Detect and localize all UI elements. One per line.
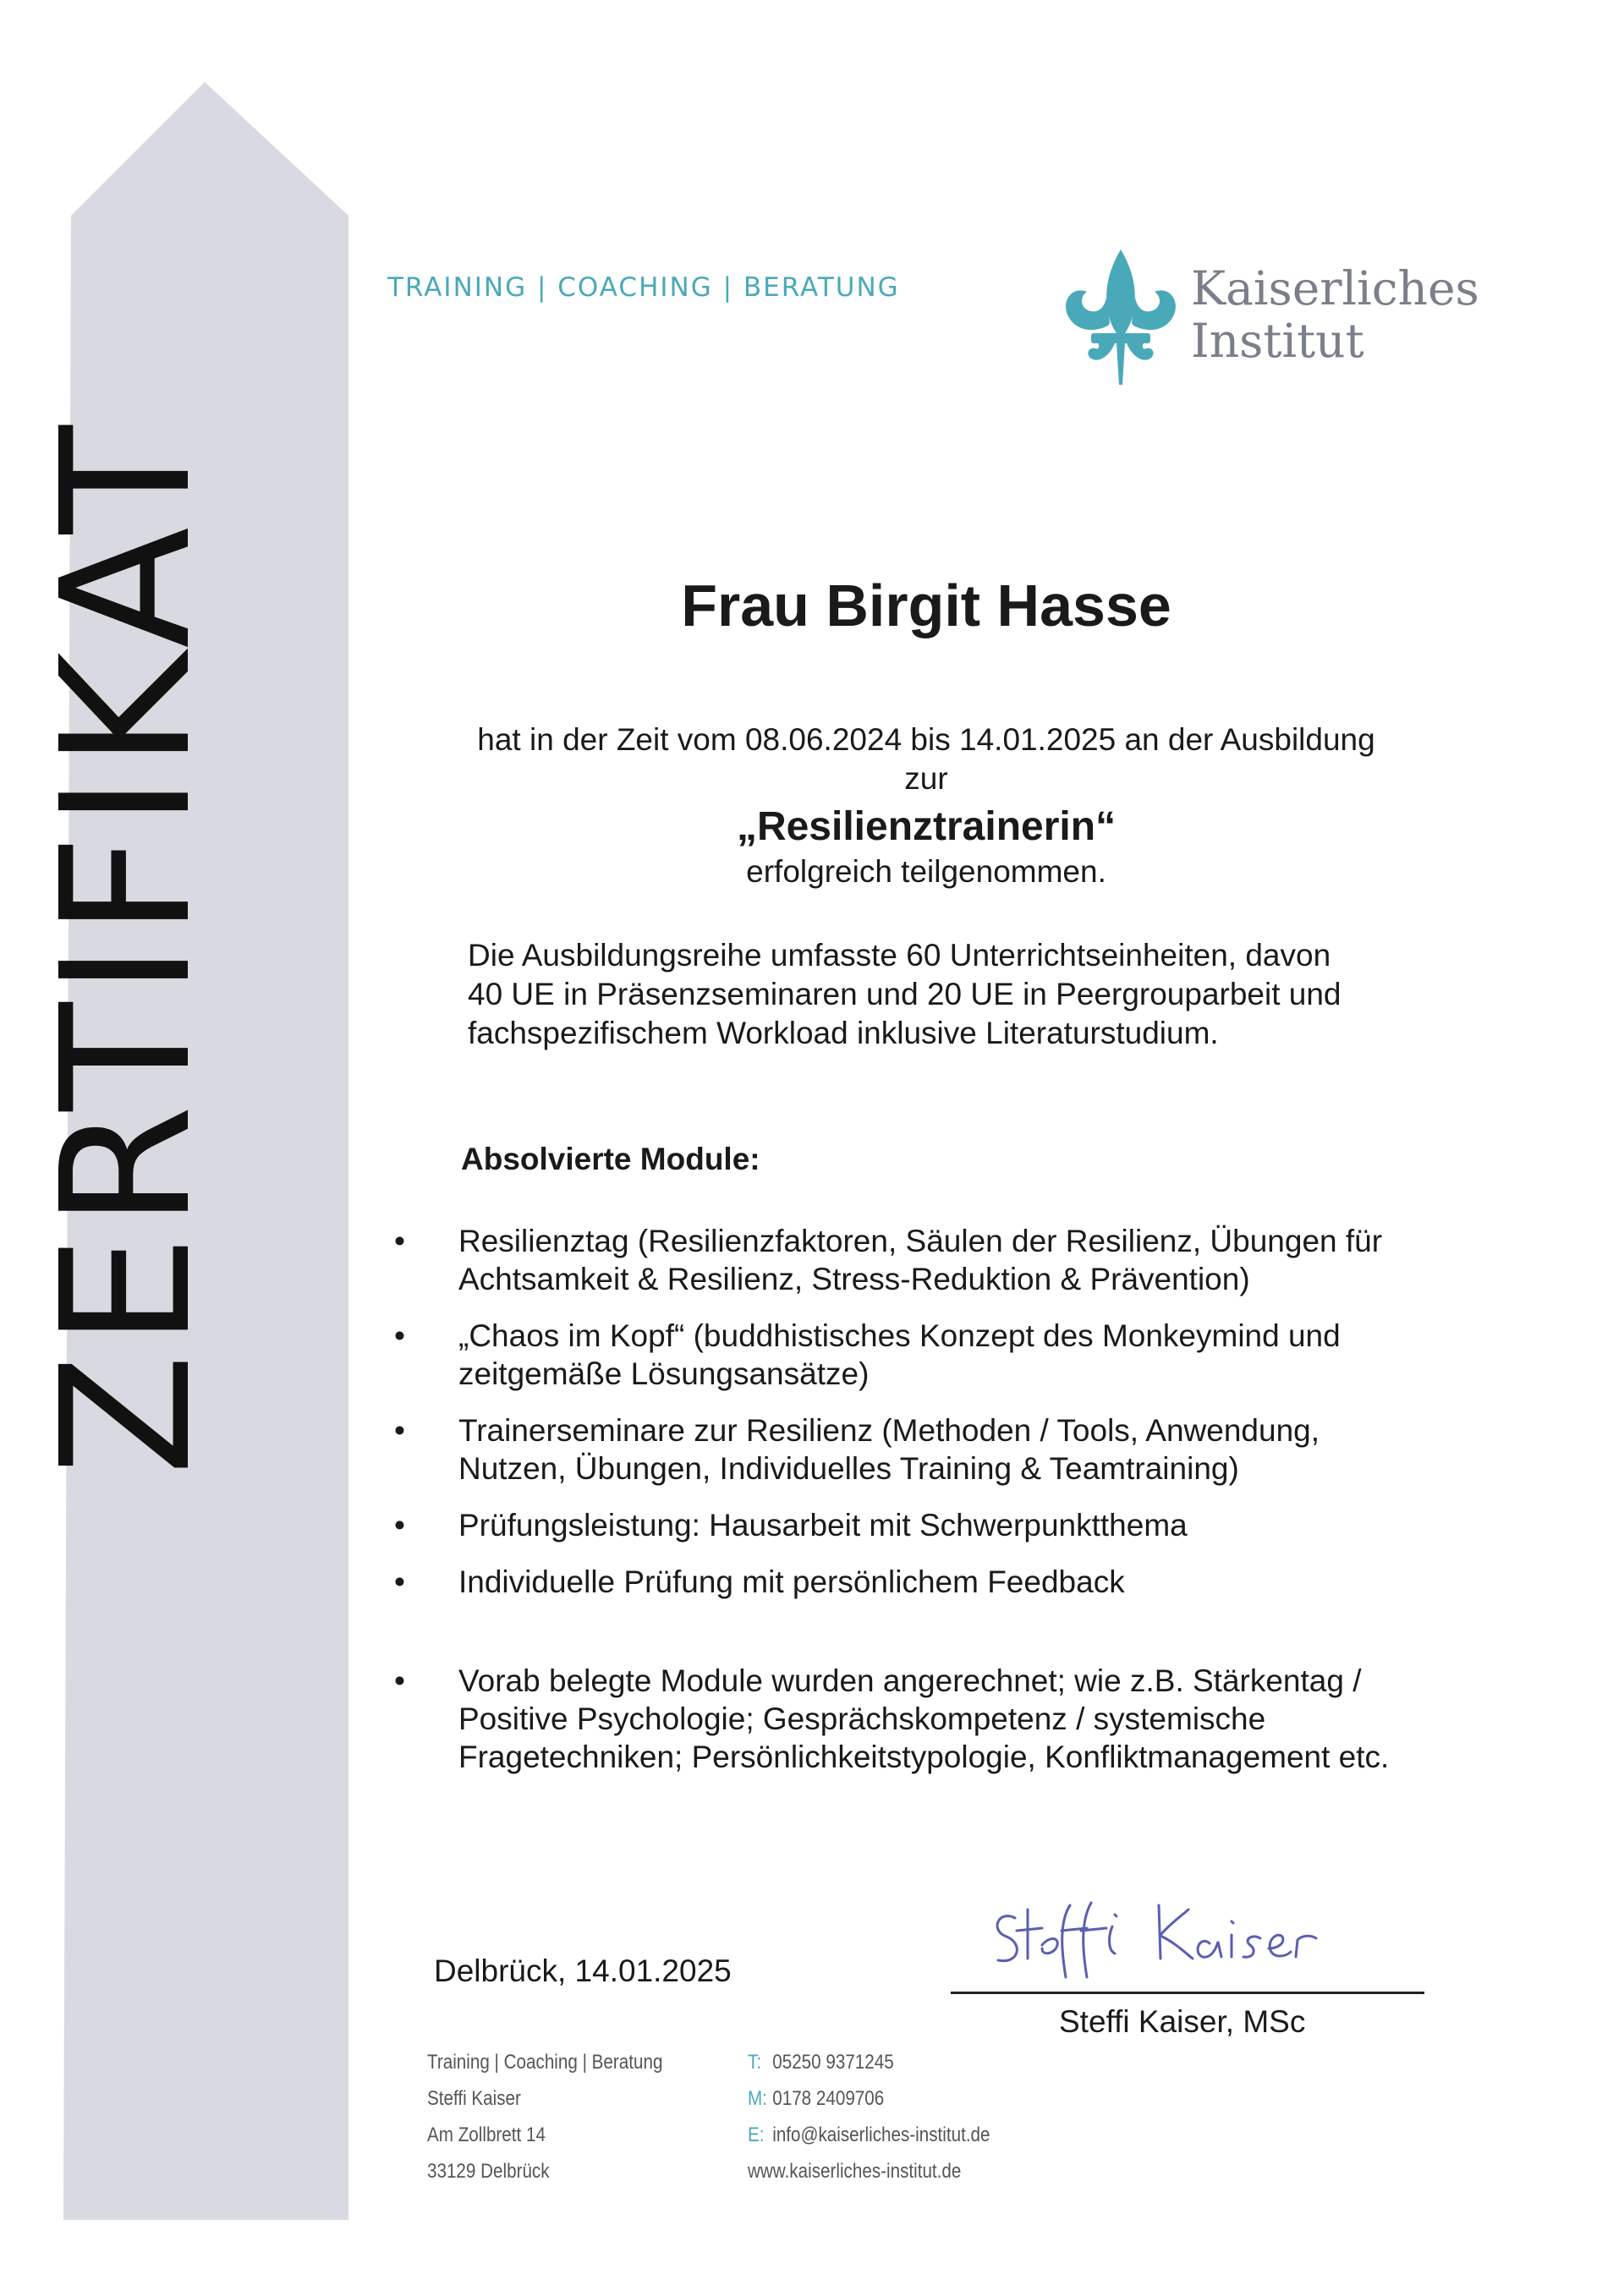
description-line: fachspezifischem Workload inklusive Literaturstudium. [468,1016,1219,1050]
footer-address-line: Training | Coaching | Beratung [427,2051,663,2074]
module-line: Prüfungsleistung: Hausarbeit mit Schwerpunktthema [458,1508,1188,1543]
footer-mobile [748,2080,990,2117]
bullet: • [394,1318,405,1353]
module-item [394,1317,1460,1393]
contact-value[interactable]: 0178 2409706 [772,2087,885,2110]
bullet: • [394,1564,405,1599]
footer-address [427,2044,662,2189]
intro-text [457,721,1396,798]
bullet: • [394,1224,405,1258]
module-line: zeitgemäße Lösungsansätze) [458,1356,870,1391]
footer-email [748,2117,990,2153]
module-line: Positive Psychologie; Gesprächskompetenz / systemische [458,1701,1266,1736]
module-item [394,1662,1460,1776]
banner-word: ZERTIFIKAT [23,419,230,1476]
footer-address-line: Steffi Kaiser [427,2087,521,2110]
contact-key: T: [748,2051,762,2074]
passed-text: erfolgreich teilgenommen. [746,854,1106,889]
module-line: Individuelle Prüfung mit persönlichem Feedback [458,1564,1125,1599]
module-item [394,1222,1460,1298]
logo-line-1: Kaiserliches [1191,261,1479,315]
footer-phone [748,2044,990,2080]
signature-line [951,1992,1424,1994]
institute-logo [1191,262,1479,367]
intro-line-1: hat in der Zeit vom 08.06.2024 bis 14.01.2025 an der Ausbildung [477,722,1375,757]
module-line: Achtsamkeit & Resilienz, Stress-Reduktion & Prävention) [458,1262,1250,1296]
contact-key: E: [748,2123,765,2146]
signer-name: Steffi Kaiser, MSc [1059,2004,1306,2039]
contact-value[interactable]: info@kaiserliches-institut.de [772,2123,990,2146]
modules-heading: Absolvierte Module: [461,1142,760,1176]
module-line: Resilienztag (Resilienzfaktoren, Säulen der Resilienz, Übungen für [458,1224,1383,1258]
course-description [468,936,1440,1053]
module-line: Trainerseminare zur Resilienz (Methoden / Tools, Anwendung, [458,1413,1320,1448]
description-line: Die Ausbildungsreihe umfasste 60 Unterrichtseinheiten, davon [468,938,1331,973]
module-line: Nutzen, Übungen, Individuelles Training & Teamtraining) [458,1451,1239,1486]
modules-list [394,1222,1460,1795]
recipient-name: Frau Birgit Hasse [681,573,1171,638]
bullet: • [394,1413,405,1448]
footer-website[interactable]: www.kaiserliches-institut.de [748,2160,962,2183]
place-date: Delbrück, 14.01.2025 [434,1954,732,1988]
course-title: „Resilienztrainerin“ [736,804,1116,849]
header-tagline: TRAINING | COACHING | BERATUNG [387,272,900,303]
contact-key: M: [748,2087,767,2110]
module-line: Vorab belegte Module wurden angerechnet; wie z.B. Stärkentag / [458,1663,1362,1698]
module-item [394,1411,1460,1488]
bullet: • [394,1508,405,1543]
footer-address-line: 33129 Delbrück [427,2160,550,2183]
contact-value[interactable]: 05250 9371245 [772,2051,894,2074]
module-item [394,1563,1460,1601]
footer-address-line: Am Zollbrett 14 [427,2123,546,2146]
bullet: • [394,1663,405,1698]
logo-line-2: Institut [1191,314,1364,368]
zertifikat-banner [0,0,355,2296]
fleur-de-lis-icon [1057,245,1184,393]
module-item [394,1506,1460,1544]
intro-line-2: zur [904,761,948,796]
module-line: „Chaos im Kopf“ (buddhistisches Konzept des Monkeymind und [458,1318,1341,1353]
description-line: 40 UE in Präsenzseminaren und 20 UE in Peergrouparbeit und [468,977,1341,1011]
footer-contacts [748,2044,990,2189]
module-line: Fragetechniken; Persönlichkeitstypologie, Konfliktmanagement etc. [458,1740,1390,1774]
handwritten-signature [981,1884,1336,1990]
